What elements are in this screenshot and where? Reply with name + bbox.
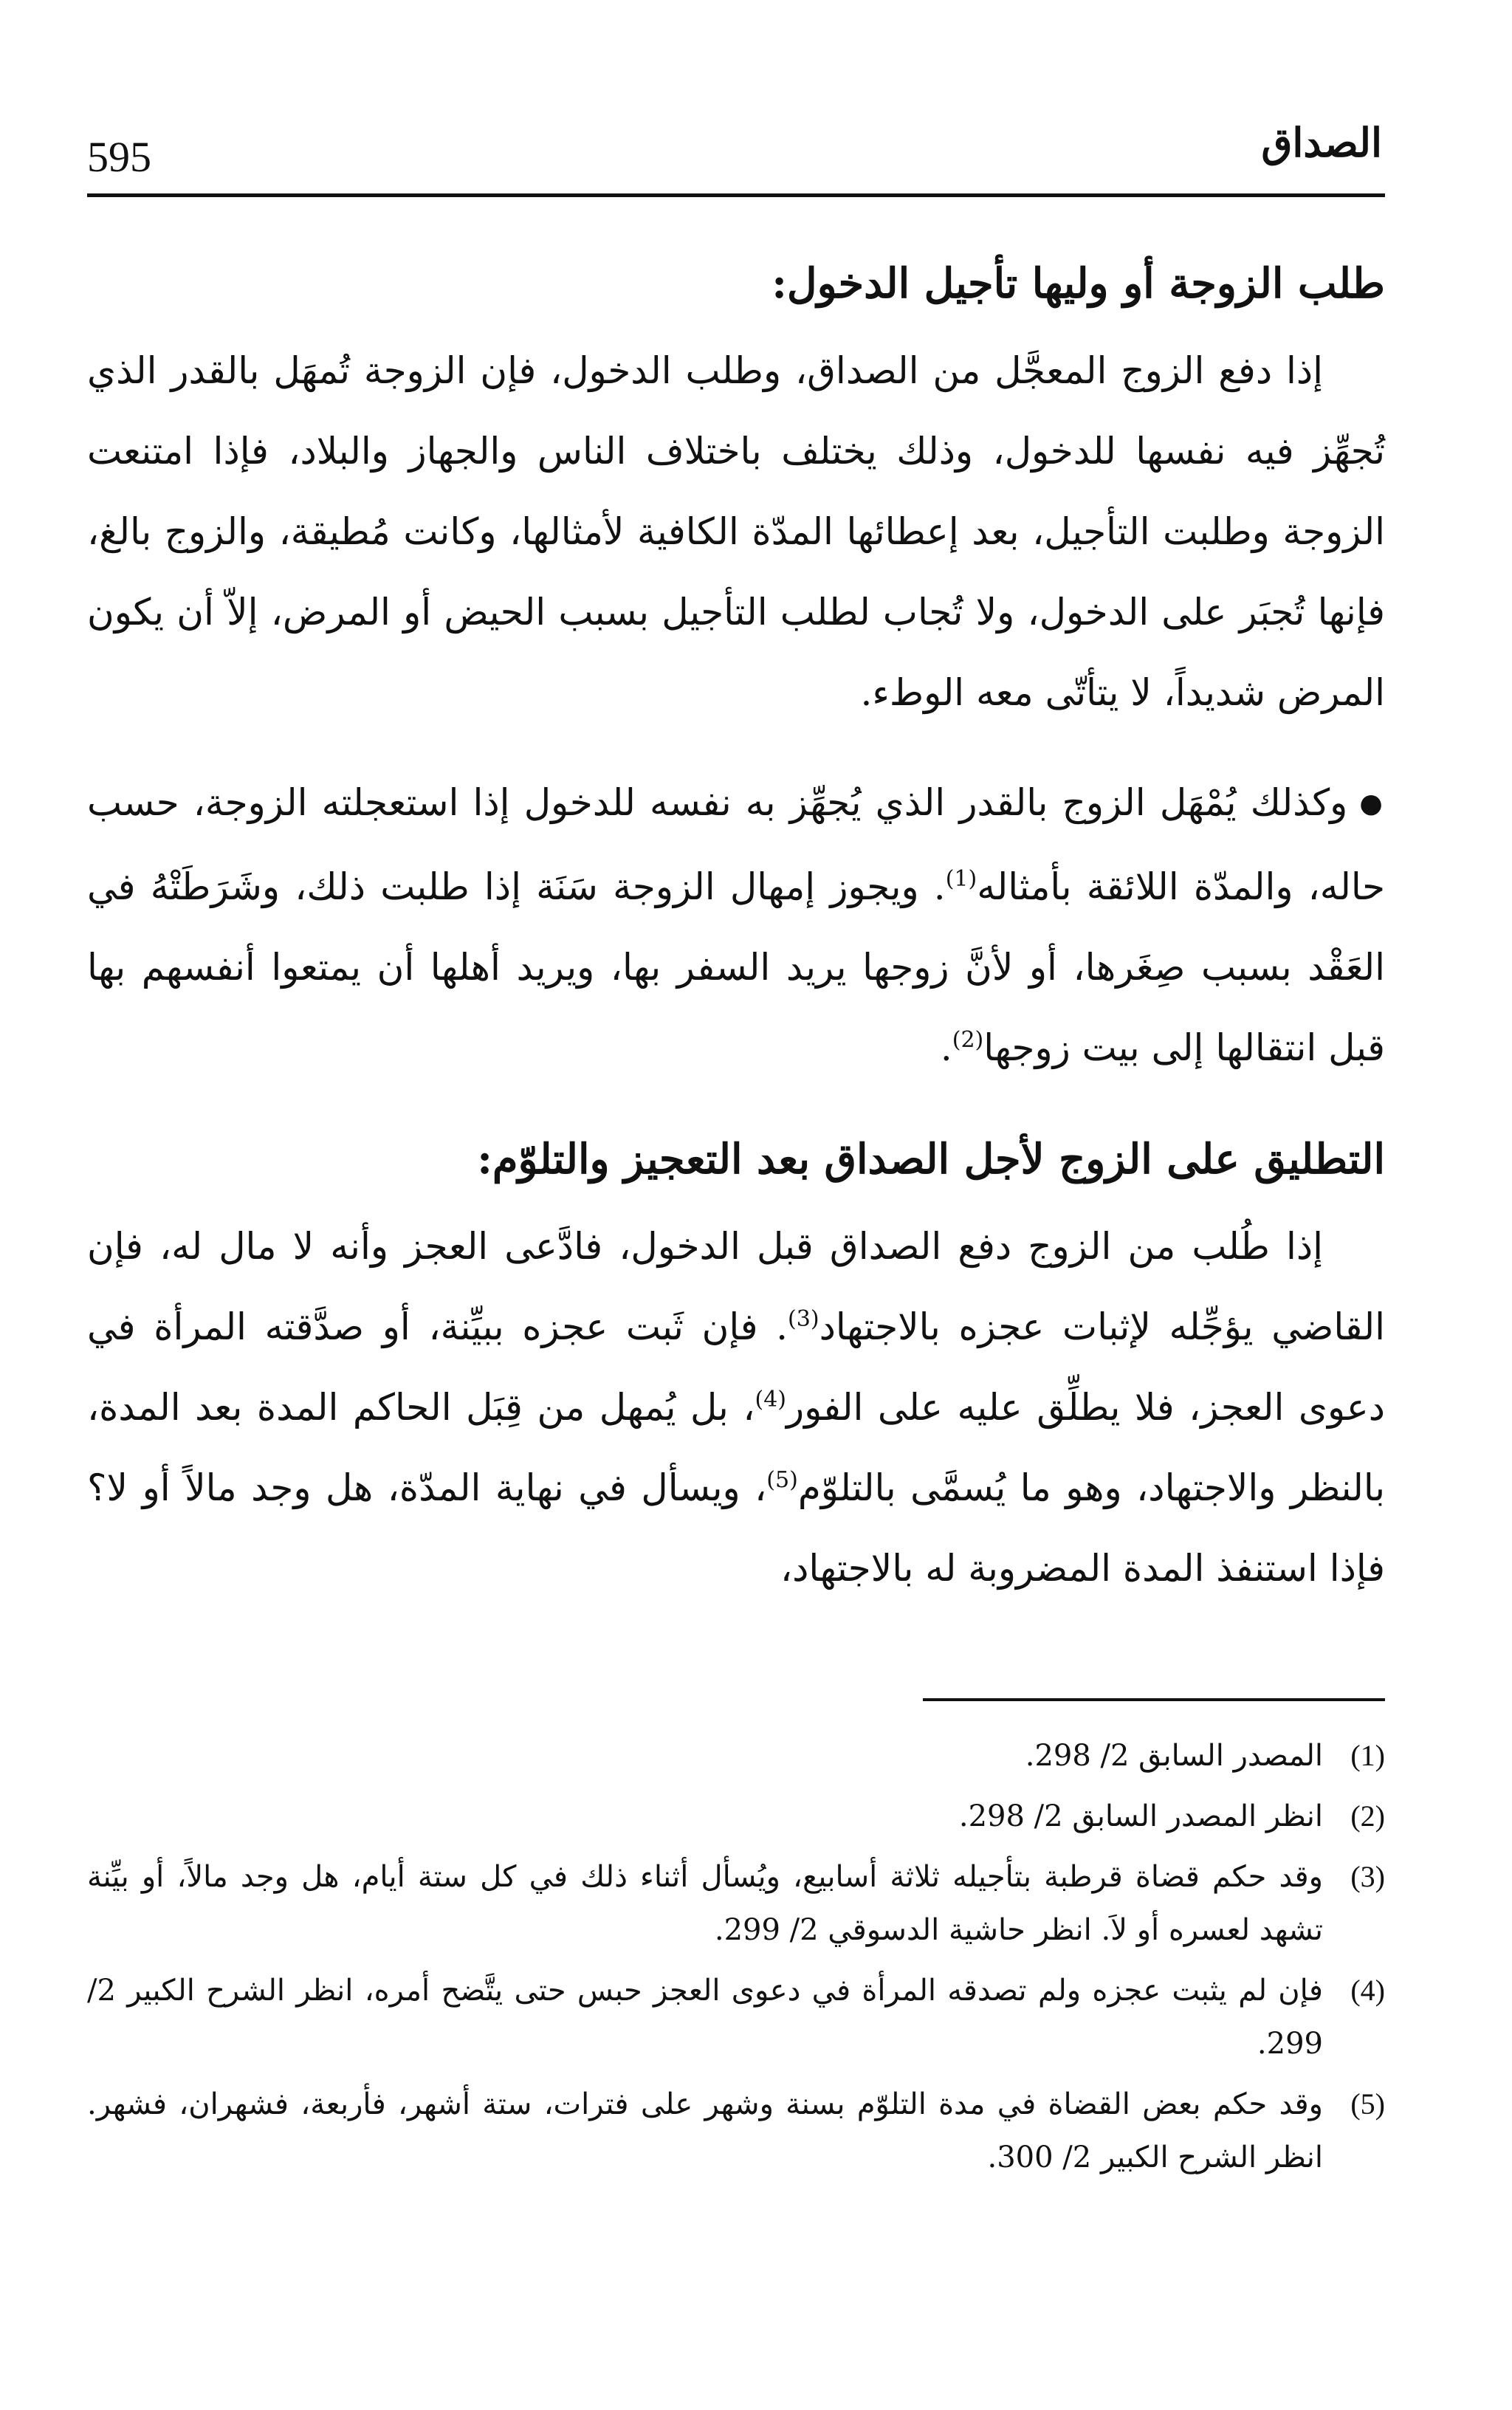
footnote-ref: (3)	[788, 1306, 819, 1332]
header-rule	[87, 193, 1385, 197]
footnote-ref: (4)	[755, 1387, 786, 1412]
footnote-number: (3)	[1350, 1860, 1385, 1893]
paragraph-text: . فإن ثَبت عجزه ببيِّنة، أو صدَّقته المرأة في دعوى العجز، فلا يطلِّق عليه على الفور	[87, 1305, 1385, 1429]
footnotes	[87, 1729, 1385, 2191]
footnote-rule	[923, 1698, 1385, 1701]
footnote-number: (5)	[1350, 2087, 1385, 2121]
footnote-ref: (2)	[952, 1027, 984, 1053]
paragraph-text: .	[940, 1026, 952, 1069]
footnote	[87, 1850, 1385, 1957]
paragraph	[87, 1206, 1385, 1609]
paragraph-text: ، ويسأل في نهاية المدّة، هل وجد مالاً أو لا؟ فإذا استنفذ المدة المضروبة له بالاجتهاد،	[87, 1466, 1385, 1590]
footnote-number: (1)	[1350, 1739, 1385, 1772]
section-divorce-for-dowry	[87, 1112, 1385, 1609]
paragraph-text: وكذلك يُمْهَل الزوج بالقدر الذي يُجهِّز به نفسه للدخول إذا استعجلته الزوجة، حسب حاله، والمدّة اللائقة بأمثاله	[87, 781, 1385, 908]
footnote	[87, 2078, 1385, 2184]
footnote-text: وقد حكم بعض القضاة في مدة التلوّم بسنة وشهر على فترات، ستة أشهر، فأربعة، فشهران، فشهر. انظر الشرح الكبير 2/ 300.	[87, 2087, 1323, 2174]
bullet-paragraph	[87, 763, 1385, 1088]
paragraph-text: إذا طُلب من الزوج دفع الصداق قبل الدخول، فادَّعى العجز وأنه لا مال له، فإن القاضي يؤجِّله لإثبات عجزه بالاجتهاد	[87, 1225, 1385, 1348]
footnote-text: وقد حكم قضاة قرطبة بتأجيله ثلاثة أسابيع، ويُسأل أثناء ذلك في كل ستة أيام، هل وجد مالاً، أو بيِّنة تشهد لعسره أو لاَ. انظر حاشية الدسوقي 2/ 299.	[87, 1860, 1323, 1947]
paragraph-text: ، بل يُمهل من قِبَل الحاكم المدة بعد المدة، بالنظر والاجتهاد، وهو ما يُسمَّى بالتلوّم	[87, 1386, 1385, 1509]
section-heading: التطليق على الزوج لأجل الصداق بعد التعجيز والتلوّم:	[477, 1135, 1385, 1184]
footnote	[87, 1729, 1385, 1782]
footnote-ref: (1)	[945, 866, 977, 892]
footnote-text: انظر المصدر السابق 2/ 298.	[958, 1799, 1323, 1833]
footnote-text: فإن لم يثبت عجزه ولم تصدقه المرأة في دعوى العجز حبس حتى يتَّضح أمره، انظر الشرح الكبير 2/ 299.	[87, 1974, 1323, 2061]
main-text	[87, 236, 1385, 1609]
footnote	[87, 1790, 1385, 1843]
paragraph-text: . ويجوز إمهال الزوجة سَنَة إذا طلبت ذلك، وشَرَطَتْهُ في العَقْد بسبب صِغَرها، أو لأنَّ زوجها يريد السفر بها، ويريد أهلها أن يمتعوا أنفسهم بها قبل انتقالها إلى بيت زوجها	[87, 865, 1385, 1069]
footnote-text: المصدر السابق 2/ 298.	[1025, 1739, 1323, 1773]
running-title: الصداق	[1261, 119, 1382, 166]
page-number: 595	[87, 133, 151, 181]
section-heading: طلب الزوجة أو وليها تأجيل الدخول:	[772, 259, 1385, 308]
bullet-dot-icon: ●	[1359, 789, 1385, 819]
footnote-ref: (5)	[766, 1467, 798, 1493]
footnote	[87, 1964, 1385, 2070]
paragraph: إذا دفع الزوج المعجَّل من الصداق، وطلب الدخول، فإن الزوجة تُمهَل بالقدر الذي تُجهِّز فيه نفسها للدخول، وذلك يختلف باختلاف الناس والجهاز والبلاد، فإذا امتنعت الزوجة وطلبت التأجيل، بعد إعطائها المدّة الكافية لأمثالها، وكانت مُطيقة، والزوج بالغ، فإنها تُجبَر على الدخول، ولا تُجاب لطلب التأجيل بسبب الحيض أو المرض، إلاّ أن يكون المرض شديداً، لا يتأتّى معه الوطء.	[87, 349, 1385, 714]
footnote-number: (4)	[1350, 1974, 1385, 2007]
section-delay-consummation	[87, 236, 1385, 1088]
footnote-number: (2)	[1350, 1799, 1385, 1833]
